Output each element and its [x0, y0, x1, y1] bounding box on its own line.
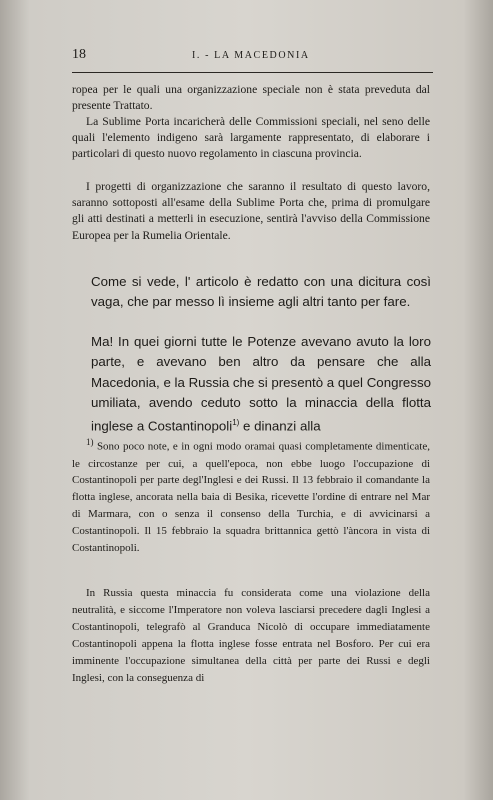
body-paragraph — [91, 332, 431, 437]
footnote-mark: 1) — [86, 437, 94, 447]
body-paragraph: Come si vede, l' articolo è redatto con una dicitura così vaga, che par messo lì insieme agli altri tanto per fare. — [91, 274, 431, 310]
treaty-paragraph: I progetti di organizzazione che saranno il resultato di questo lavoro, saranno sottoposti all'esame della Sublime Porta che, prima di promulgare gli atti destinati a metterli in esecuzione, sentirà l'avviso della Commissione Europea per la Rumelia Orientale. — [72, 180, 430, 242]
treaty-paragraph: ropea per le quali una organizzazione speciale non è stata preveduta dal presente Trattato. — [72, 83, 430, 113]
footnote-paragraph: In Russia questa minaccia fu considerata come una violazione della neutralità, e siccome l'Imperatore non voleva lasciarsi precedere dagli Inglesi a Costantinopoli, telegrafò al Granduca Nicolò di occupare immediatamente Costantinopoli appena la flotta inglese fosse entrata nel Bosforo. Per cui era imminente l'occupazione simultanea della città per parte dei Russi e degli Inglesi, con la conseguenza di — [72, 587, 430, 684]
footnote-text: Sono poco note, e in ogni modo oramai quasi completamente dimenticate, le circostanze per cui, a quell'epoca, non ebbe luogo l'occupazione di Costantinopoli per parte degl'Inglesi e dei Russi. Il 13 febbraio il comandante la flotta inglese, ancorata nella baia di Besika, ricevette l'ordine di entrare nel Mar di Marmara, con o senza il consenso della Turchia, e di avvicinarsi a Costantinopoli. Il 15 febbraio la squadra brittannica gettò l'àncora in vista di Costantinopoli. — [72, 440, 430, 555]
body-paragraph-text: Ma! In quei giorni tutte le Potenze avevano avuto la loro parte, e avevano ben altro da pensare che alla Macedonia, e la Russia che si presentò a quel Congresso umiliata, avendo ceduto sotto la minaccia della flotta inglese a Costantinopoli — [91, 334, 432, 434]
running-title: I. - LA MACEDONIA — [192, 50, 310, 61]
page-number: 18 — [72, 47, 86, 62]
header-rule — [72, 72, 433, 73]
treaty-paragraph: La Sublime Porta incaricherà delle Commissioni speciali, nel seno delle quali l'elemento indigeno sarà largamente rappresentato, di elaborare i particolari di questo nuovo regolamento in ciascuna provincia. — [72, 115, 430, 161]
running-head — [72, 47, 431, 65]
footnote-reference: 1) — [232, 418, 240, 428]
body-paragraph-text-end: e dinanzi alla — [239, 418, 321, 434]
footnote-paragraph — [72, 434, 430, 557]
